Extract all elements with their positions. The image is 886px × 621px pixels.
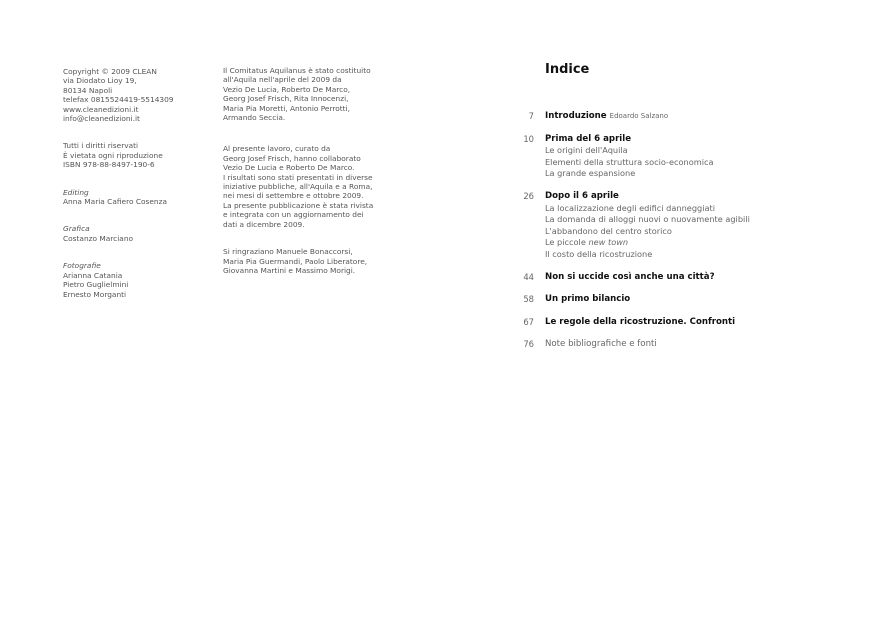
fotografie-label: Fotografie: [63, 261, 101, 271]
grafica-label: Grafica: [63, 224, 90, 234]
toc-page-number: 26: [523, 190, 534, 201]
table-of-contents: [510, 111, 840, 362]
toc-subsection[interactable]: La grande espansione: [545, 168, 636, 179]
toc-subsection-new-town[interactable]: [545, 237, 840, 249]
note-line: all'Aquila nell'aprile del 2009 da: [223, 75, 342, 85]
publisher-line: Copyright © 2009 CLEAN: [63, 67, 157, 76]
toc-entry-title: Non si uccide così anche una città?: [545, 271, 715, 282]
fotografie-credit: [63, 261, 213, 299]
note-line: Maria Pia Moretti, Antonio Perrotti,: [223, 103, 350, 113]
isbn: ISBN 978-88-8497-190-6: [63, 160, 155, 170]
note-line: iniziative pubbliche, all'Aquila e a Roma,: [223, 182, 373, 192]
note-line: Georg Josef Frisch, Rita Innocenzi,: [223, 94, 349, 104]
publisher-line: telefax 0815524419-5514309: [63, 95, 174, 105]
rights-line: Tutti i diritti riservati: [63, 141, 139, 151]
note-line: nei mesi di settembre e ottobre 2009.: [223, 191, 364, 201]
publisher-email: info@cleanedizioni.it: [63, 114, 140, 124]
note-line: Il Comitatus Aquilanus è stato costituito: [223, 66, 371, 75]
note-line: Giovanna Martini e Massimo Morigi.: [223, 265, 356, 275]
fotografie-name: Arianna Catania: [63, 270, 123, 280]
toc-page-number: 76: [523, 339, 534, 350]
toc-entry-title: Dopo il 6 aprile: [545, 190, 619, 201]
toc-entry-prima[interactable]: [510, 134, 840, 180]
toc-page-number: 7: [528, 111, 534, 121]
committee-note: [223, 66, 383, 122]
toc-subsection[interactable]: Il costo della ricostruzione: [545, 248, 653, 259]
toc-entry-heading: [545, 111, 840, 123]
toc-subsection-italic: new town: [588, 237, 629, 248]
fotografie-name: Ernesto Morganti: [63, 289, 127, 299]
note-line: Georg Josef Frisch, hanno collaborato: [223, 153, 361, 163]
toc-page-number: 44: [523, 271, 534, 282]
notes-column: [223, 66, 383, 275]
toc-page-number: 67: [523, 316, 534, 327]
note-line: Armando Seccia.: [223, 113, 286, 123]
toc-entry-non-si-uccide[interactable]: [510, 272, 840, 284]
toc-entry-title: Prima del 6 aprile: [545, 133, 632, 144]
rights-line: È vietata ogni riproduzione: [63, 150, 163, 160]
note-line: Si ringraziano Manuele Bonaccorsi,: [223, 247, 353, 257]
note-line: e integrata con un aggiornamento dei: [223, 210, 364, 220]
toc-entry-title: Note bibliografiche e fonti: [545, 339, 657, 350]
thanks-note: [223, 247, 383, 275]
toc-entry-dopo[interactable]: [510, 191, 840, 261]
publisher-website: www.cleanedizioni.it: [63, 104, 139, 114]
toc-title: Indice: [545, 62, 590, 77]
work-note: [223, 144, 383, 229]
toc-entry-introduzione[interactable]: [510, 111, 840, 123]
editing-credit: [63, 188, 213, 207]
fotografie-name: Pietro Guglielmini: [63, 280, 129, 290]
note-line: dati a dicembre 2009.: [223, 219, 305, 229]
editing-name: Anna Maria Cafiero Cosenza: [63, 197, 167, 207]
toc-entry-author: Edoardo Salzano: [609, 112, 669, 120]
note-line: I risultati sono stati presentati in diverse: [223, 172, 373, 182]
credits-column: [63, 67, 213, 299]
note-line: Al presente lavoro, curato da: [223, 144, 331, 154]
grafica-name: Costanzo Marciano: [63, 233, 134, 243]
editing-label: Editing: [63, 187, 89, 197]
toc-page-number: 10: [523, 133, 534, 144]
toc-subsection[interactable]: La localizzazione degli edifici danneggiati: [545, 202, 715, 213]
toc-entry-regole[interactable]: [510, 317, 840, 329]
toc-subsection-prefix: Le piccole: [545, 237, 589, 248]
grafica-credit: [63, 224, 213, 243]
rights-info: [63, 141, 213, 169]
toc-entry-title: Le regole della ricostruzione. Confronti: [545, 316, 736, 327]
toc-entry-primo-bilancio[interactable]: [510, 294, 840, 306]
publisher-line: via Diodato Lioy 19,: [63, 76, 137, 86]
toc-subsection[interactable]: Le origini dell'Aquila: [545, 145, 628, 156]
note-line: Maria Pia Guermandi, Paolo Liberatore,: [223, 256, 368, 266]
toc-entry-title: Introduzione: [545, 111, 607, 121]
publisher-info: [63, 67, 213, 123]
toc-entry-note-bibliografiche[interactable]: [510, 339, 840, 351]
note-line: La presente pubblicazione è stata rivista: [223, 200, 374, 210]
toc-entry-title: Un primo bilancio: [545, 294, 631, 305]
toc-subsection[interactable]: Elementi della struttura socio-economica: [545, 156, 714, 167]
toc-subsection[interactable]: L'abbandono del centro storico: [545, 225, 672, 236]
publisher-line: 80134 Napoli: [63, 85, 113, 95]
note-line: Vezio De Lucia e Roberto De Marco.: [223, 163, 355, 173]
toc-page-number: 58: [523, 294, 534, 305]
note-line: Vezio De Lucia, Roberto De Marco,: [223, 84, 351, 94]
toc-subsection[interactable]: La domanda di alloggi nuovi o nuovamente agibili: [545, 214, 750, 225]
